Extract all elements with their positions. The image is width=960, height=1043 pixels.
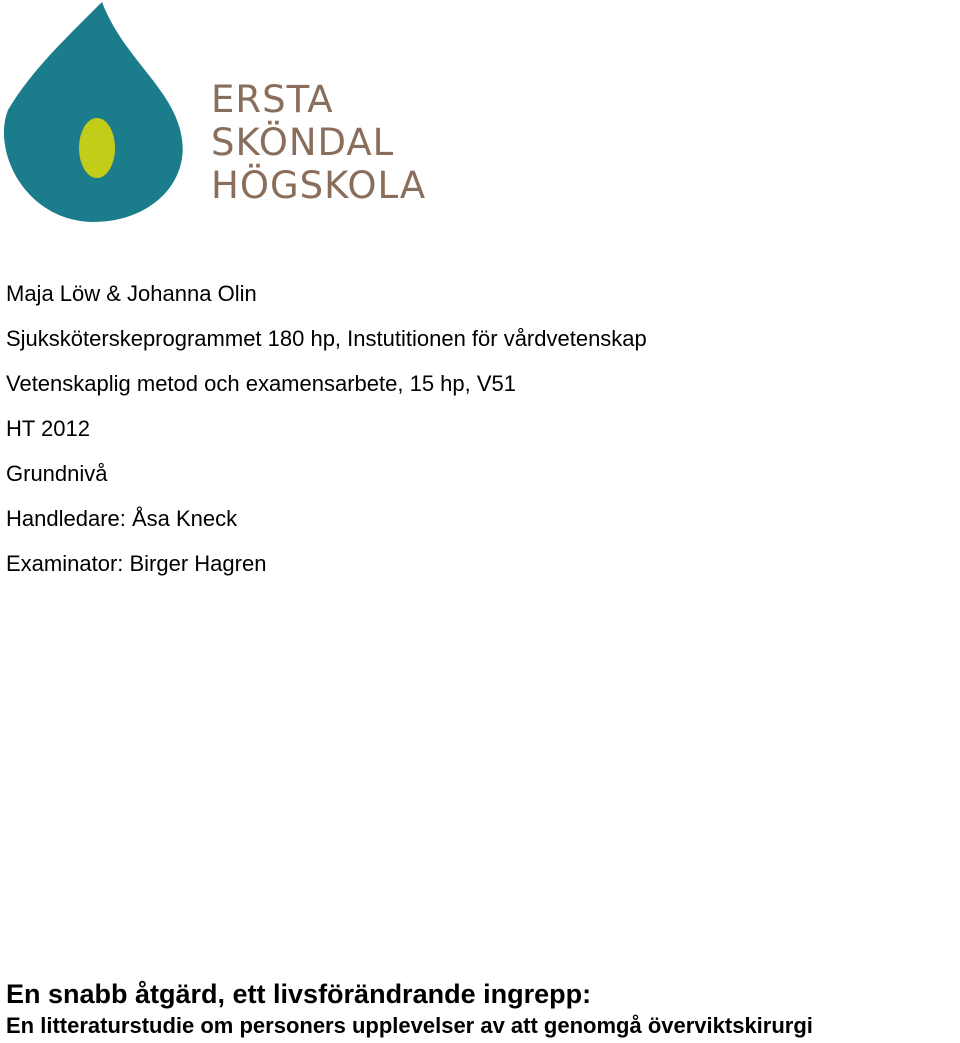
drop-icon [4,0,204,225]
thesis-title: En snabb åtgärd, ett livsförändrande ingrepp: [6,979,592,1009]
term: HT 2012 [6,416,90,441]
examiner: Examinator: Birger Hagren [6,551,267,576]
course: Vetenskaplig metod och examensarbete, 15 hp, V51 [6,371,517,396]
authors: Maja Löw & Johanna Olin [6,281,257,306]
logo-line-ersta: ERSTA [211,78,334,121]
level: Grundnivå [6,461,108,486]
supervisor: Handledare: Åsa Kneck [6,506,238,531]
program: Sjuksköterskeprogrammet 180 hp, Instutitionen för vårdvetenskap [6,326,647,351]
logo-line-hogskola: HÖGSKOLA [211,164,427,207]
logo-line-skondal: SKÖNDAL [211,121,395,164]
thesis-info [6,277,647,592]
logo-wordmark [211,78,426,207]
thesis-subtitle: En litteraturstudie om personers upplevelser av att genomgå överviktskirurgi [6,1013,813,1038]
university-logo [4,0,434,225]
